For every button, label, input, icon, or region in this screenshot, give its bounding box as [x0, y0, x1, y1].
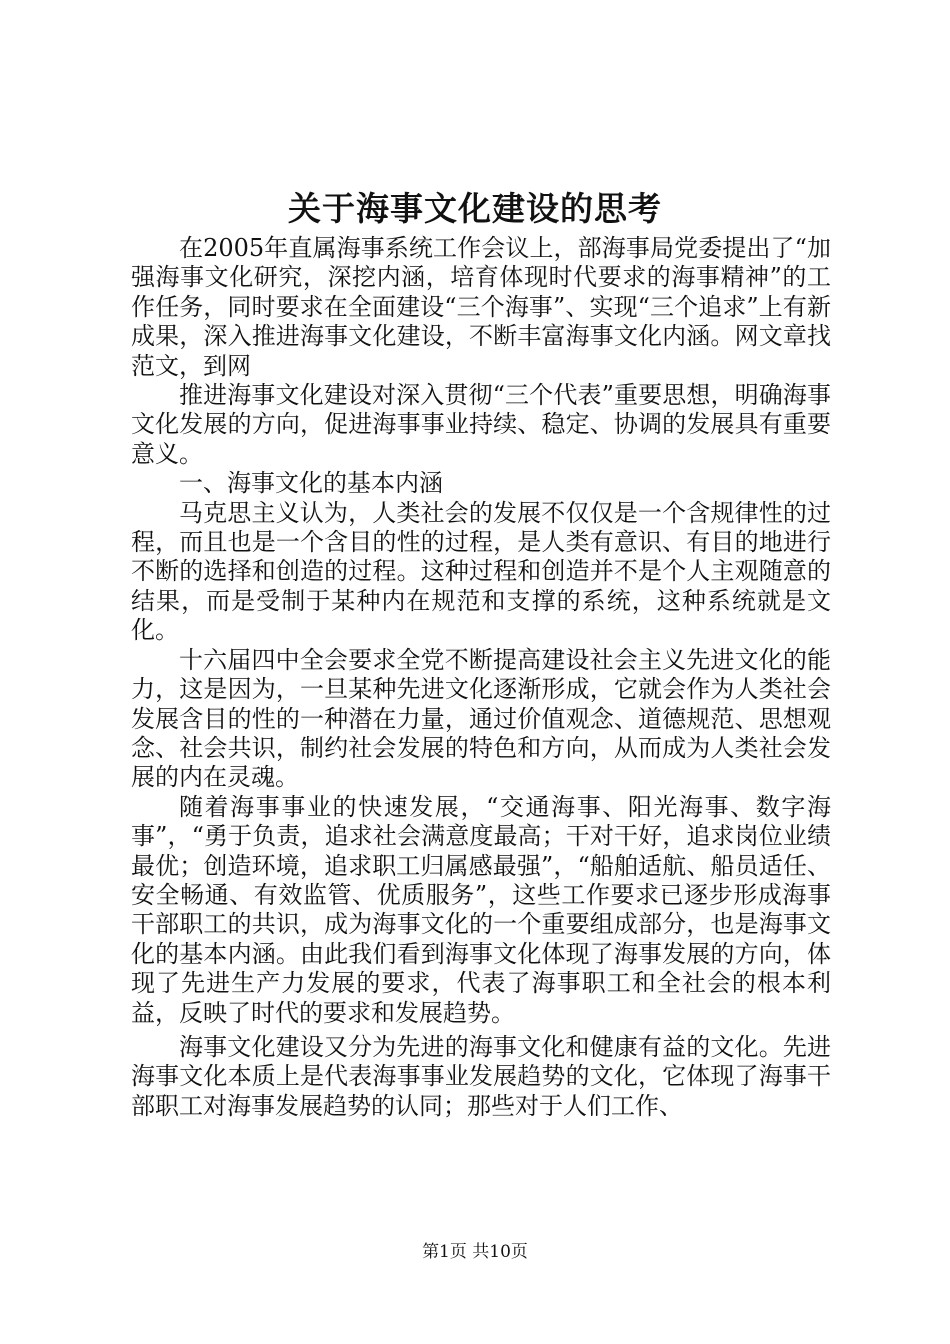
- paragraph: 推进海事文化建设对深入贯彻“三个代表”重要思想，明确海事文化发展的方向，促进海事事业持续、稳定、协调的发展具有重要意义。: [131, 381, 831, 468]
- document-body: [131, 234, 831, 1121]
- page-title: 关于海事文化建设的思考: [288, 189, 662, 228]
- page-number-footer: 第1页 共10页: [422, 1242, 528, 1262]
- paragraph: 随着海事事业的快速发展，“交通海事、阳光海事、数字海事”，“勇于负责，追求社会满意度最高；干对干好，追求岗位业绩最优；创造环境，追求职工归属感最强”，“船舶适航、船员适任、安全畅通、有效监管、优质服务”，这些工作要求已逐步形成海事干部职工的共识，成为海事文化的一个重要组成部分，也是海事文化的基本内涵。由此我们看到海事文化体现了海事发展的方向，体现了先进生产力发展的要求，代表了海事职工和全社会的根本利益，反映了时代的要求和发展趋势。: [131, 792, 831, 1027]
- paragraph: 在2005年直属海事系统工作会议上，部海事局党委提出了“加强海事文化研究，深挖内涵，培育体现时代要求的海事精神”的工作任务，同时要求在全面建设“三个海事”、实现“三个追求”上有新成果，深入推进海事文化建设，不断丰富海事文化内涵。网文章找范文，到网: [131, 234, 831, 380]
- paragraph: 马克思主义认为，人类社会的发展不仅仅是一个含规律性的过程，而且也是一个含目的性的过程，是人类有意识、有目的地进行不断的选择和创造的过程。这种过程和创造并不是个人主观随意的结果，而是受制于某种内在规范和支撑的系统，这种系统就是文化。: [131, 498, 831, 645]
- paragraph: 十六届四中全会要求全党不断提高建设社会主义先进文化的能力，这是因为，一旦某种先进文化逐渐形成，它就会作为人类社会发展含目的性的一种潜在力量，通过价值观念、道德规范、思想观念、社会共识，制约社会发展的特色和方向，从而成为人类社会发展的内在灵魂。: [131, 645, 831, 792]
- paragraph: 海事文化建设又分为先进的海事文化和健康有益的文化。先进海事文化本质上是代表海事事业发展趋势的文化，它体现了海事干部职工对海事发展趋势的认同；那些对于人们工作、: [131, 1032, 831, 1120]
- section-heading: 一、海事文化的基本内涵: [179, 469, 443, 498]
